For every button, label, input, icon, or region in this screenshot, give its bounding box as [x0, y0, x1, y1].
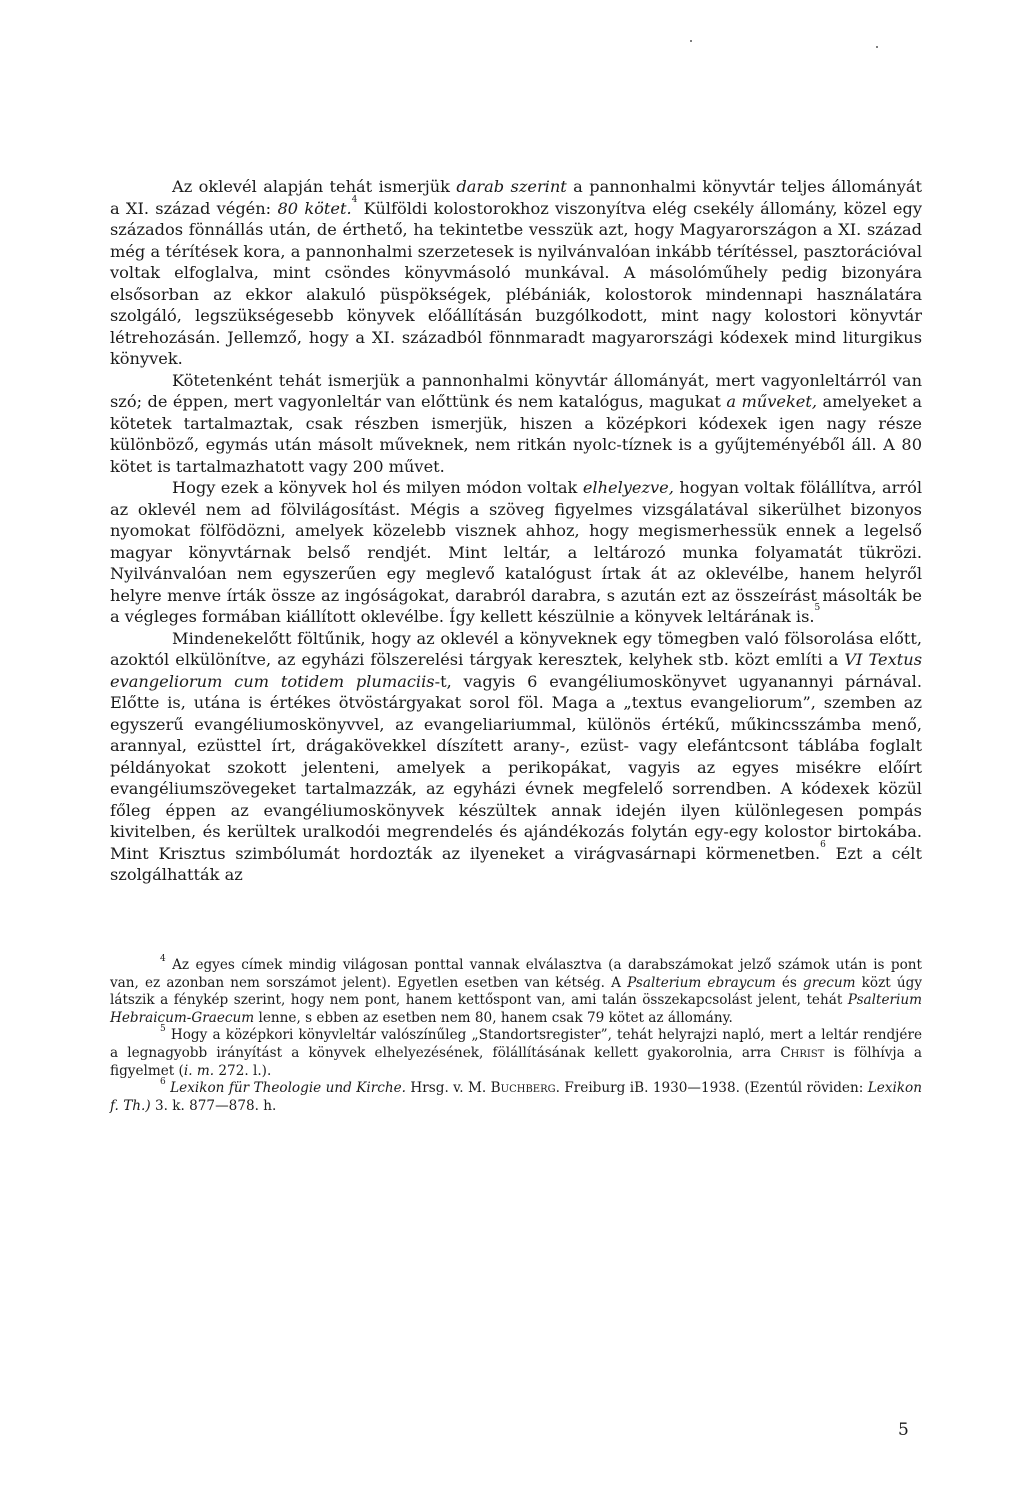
text-run: amelyeket a kötetek tartalmaztak, csak részben ismerjük, hiszen a középkori kódexek igen nagy része különböző, egymás után másolt műveknek, nem ritkán nyolc-tíznek is a gyűjteményéből áll. A 80 kötet is tartalmazhatott vagy 200 művet. [110, 392, 922, 476]
text-run: Christ [780, 1044, 825, 1061]
text-run: és [775, 974, 804, 991]
text-run: a műveket, [726, 392, 817, 411]
text-run: Hogy ezek a könyvek hol és milyen módon voltak [172, 478, 583, 497]
footnotes [110, 954, 923, 1115]
footnote [110, 1024, 922, 1080]
text-run: i. m. [183, 1062, 215, 1079]
footnote-marker: 6 [820, 839, 826, 850]
paragraph [110, 176, 922, 370]
paragraph [110, 370, 922, 478]
paragraph [110, 628, 922, 886]
footnote-marker: 6 [160, 1077, 166, 1088]
text-run: darab szerint [456, 177, 567, 196]
text-run: 3. k. 877—878. h. [150, 1097, 277, 1114]
text-run: Hrsg. v. M. [406, 1080, 491, 1097]
footnote-marker: 4 [351, 194, 358, 205]
text-run: Psalterium ebraycum [627, 974, 776, 991]
footnote-marker: 5 [160, 1024, 166, 1035]
text-run: 80 kötet. [277, 198, 352, 218]
paragraph [110, 477, 922, 628]
text-run: elhelyezve, [582, 478, 674, 497]
text-run: Hogy a középkori könyvleltár valószínűleg „Standortsregister”, tehát helyrajzi napló, mert a leltár rendjére a legnagyobb irányítást a könyvek elhelyezésének, fölállításának kellett gyakorolnia, arra [110, 1027, 922, 1061]
text-run: Az egyes címek mindig világosan ponttal vannak elválasztva (a darabszámokat jelző számok után is pont van, ez azonban nem sorszámot jelent). Egyetlen esetben van kétség. A [110, 957, 922, 991]
text-run: Lexikon f. Th.) [110, 1080, 922, 1114]
text-run: Ezt a célt szolgálhatták az [110, 843, 922, 884]
text-run: lenne, s ebben az esetben nem 80, hanem csak 79 kötet az állomány. [254, 1009, 733, 1026]
footnote [110, 1077, 922, 1115]
text-run: Lexikon für Theologie und Kirche. [170, 1080, 406, 1097]
text-run: közt úgy látszik a fénykép szerint, hogy nem pont, hanem kettőspont van, ami talán összekapcsolást jelent, tehát [110, 974, 923, 1009]
text-run: is fölhívja a figyelmet ( [110, 1044, 922, 1079]
text-run: Az oklevél alapján tehát ismerjük [172, 177, 457, 196]
text-run: Psalterium Hebraicum-Graecum [110, 992, 922, 1026]
text-run: Külföldi kolostorokhoz viszonyítva elég csekély állomány, közel egy százados fönnállás után, de érthető, ha tekintetbe vesszük azt, hogy Magyarországon a XI. század még a térítések kora, a pannonhalmi szerzetesek is nyilvánvalóan inkább térítéssel, pasztorációval voltak elfoglalva, mint csöndes könyvmásoló munkával. A másolóműhely pedig bizonyára elsősorban az ekkor alakuló püspökségek, plébániák, kolostorok mindennapi használatára szolgáló, legszükségesebb könyvek előállításán buzgólkodott, mint nagy kolostori könyvtár létrehozásán. Jellemző, hogy a XI. századból fönnmaradt magyarországi kódexek mind liturgikus könyvek. [110, 198, 922, 368]
main-text [110, 176, 922, 886]
text-run: Buchberg. [490, 1080, 560, 1097]
text-run: -t, vagyis 6 evangéliumoskönyvet ugyanannyi párnával. Előtte is, utána is értékes ötvöstárgyakat sorol föl. Maga a „textus evangeliorum”, szemben az egyszerű evangéliumoskönyvvel, az evangeliariummal, különös értékű, műkincsszámba menő, arannyal, ezüsttel írt, drágakövekkel díszített arany-, ezüst- vagy elefántcsont táblába foglalt példányokat szokott jelenteni, amelyek a perikopákat, vagyis az egyes misékre előírt evangéliumszövegeket tartalmazzák, az egyházi évnek megfelelő sorrendben. A kódexek közül főleg éppen az evangéliumoskönyvek készültek annak idején ilyen különlegesen pompás kivitelben, és kerültek uralkodói megrendelés és ajándékozás folytán egy-egy kolostor birtokába. Mint Krisztus szimbólumát hordozták az ilyeneket a virágvasárnapi körmenetben. [110, 671, 922, 863]
scan-speck [876, 46, 878, 48]
text-run: 272. l.). [214, 1062, 272, 1079]
text-run: hogyan voltak fölállítva, arról az oklevél nem ad fölvilágosítást. Mégis a szöveg figyelmes vizsgálatával sikerülhet bizonyos nyomokat fölfödözni, amelyek közelebb visznek ahhoz, hogy megismerhessük ennek a legelső magyar könyvtárnak belső rendjét. Mint leltár, a leltározó munka folyamatát tükrözi. Nyilvánvalóan nem egyszerűen egy meglevő katalógust írtak át az oklevélbe, hanem helyről helyre menve írták össze az ingóságokat, darabról darabra, s azután ezt az összeírást másolták be a végleges formában kiállított oklevélbe. Így kellett készülnie a könyvek leltárának is. [110, 478, 922, 626]
text-run: a pannonhalmi könyvtár teljes állományát a XI. század végén: [110, 177, 923, 218]
text-run: Mindenekelőtt föltűnik, hogy az oklevél a könyveknek egy tömegben való fölsorolása előtt, azoktól elkülönítve, az egyházi fölszerelési tárgyak keresztek, kelyhek stb. közt említi a [110, 628, 922, 669]
page-number: 5 [898, 1420, 909, 1440]
text-run: grecum [803, 974, 856, 991]
footnote [110, 954, 923, 1027]
scan-speck [690, 40, 692, 42]
text-run: Freiburg iB. 1930—1938. (Ezentúl röviden: [559, 1080, 868, 1097]
footnote-marker: 5 [814, 603, 821, 613]
text-run: Kötetenként tehát ismerjük a pannonhalmi könyvtár állományát, mert vagyonleltárról van szó; de éppen, mert vagyonleltár van előttünk és nem katalógus, magukat [110, 370, 922, 411]
footnote-marker: 4 [160, 954, 166, 964]
text-run: VI Textus evangeliorum cum totidem plumaciis [110, 650, 923, 691]
